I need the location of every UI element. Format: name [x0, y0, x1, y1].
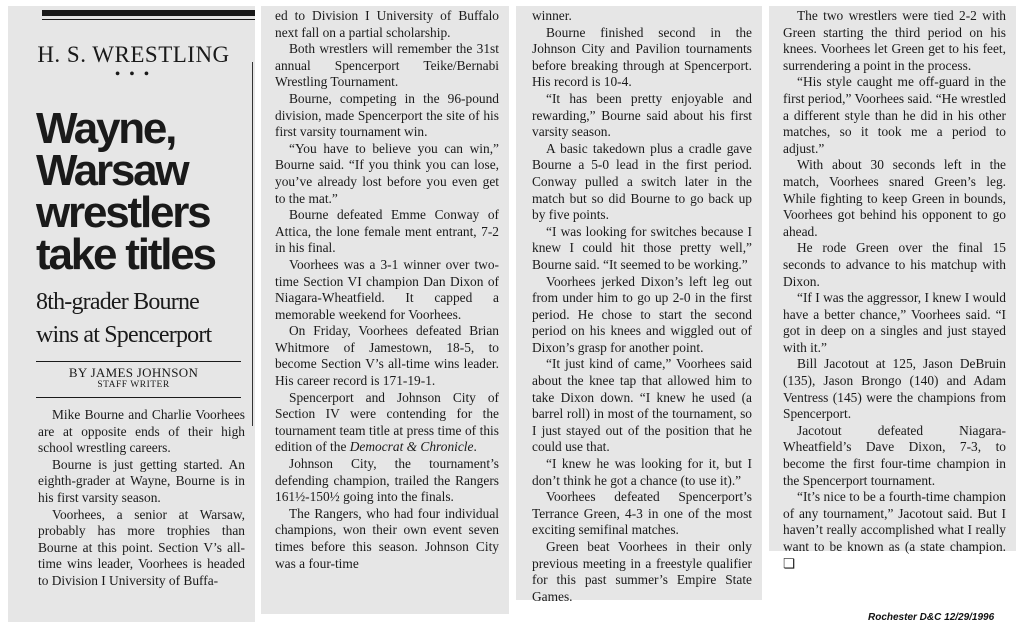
masthead-rule-thin: [42, 19, 255, 20]
paragraph: ed to Division I University of Buffalo next fall on a partial scholarship.: [275, 8, 499, 40]
column-2: [261, 6, 509, 614]
paragraph: “His style caught me off-guard in the first period,” Voorhees said. “He wrestled a different style than he did in his other matches, so it took me a period to adjust.”: [783, 74, 1006, 156]
paragraph: Spencerport and Johnson City of Section IV were contending for the tournament team title at press time of this edition of the Democrat & Chronicle.: [275, 389, 499, 455]
headline-line: Wayne,: [36, 104, 176, 153]
subheadline: [36, 286, 245, 352]
masthead-rule-thick: [42, 10, 255, 16]
paragraph: Bill Jacotout at 125, Jason DeBruin (135), Jason Brongo (140) and Adam Ventress (145) were the champions from Spencerport.: [783, 356, 1006, 422]
paragraph: On Friday, Voorhees defeated Brian Whitmore of Jamestown, 18-5, to become Section V’s all-time wins leader. His career record is 171-19-1.: [275, 323, 499, 389]
byline-rule-top: [36, 361, 241, 362]
article-body-col4: [783, 8, 1006, 572]
headline-line: take titles: [36, 230, 215, 279]
paragraph: Green beat Voorhees in their only previous meeting in a freestyle qualifier for this past summer’s Empire State Games.: [532, 539, 752, 604]
paragraph: “I knew he was looking for it, but I don’t think he got a chance (to use it).”: [532, 456, 752, 488]
paragraph: Voorhees was a 3-1 winner over two-time Section VI champion Dan Dixon of Niagara-Wheatfield. It capped a memorable weekend for Voorhees.: [275, 256, 499, 322]
article-body-col3: [532, 8, 752, 605]
paragraph: He rode Green over the final 15 seconds to advance to his matchup with Dixon.: [783, 240, 1006, 289]
paragraph: “If I was the aggressor, I knew I would have a better chance,” Voorhees said. “I got in deep on a singles and just stayed with it.”: [783, 290, 1006, 355]
paragraph: The Rangers, who had four individual champions, won their own event seven times before this season. Johnson City was a four-time: [275, 505, 499, 571]
subheadline-line: wins at Spencerport: [36, 322, 212, 348]
section-kicker: H. S. WRESTLING: [37, 42, 230, 67]
end-mark-icon: ❏: [783, 555, 796, 571]
headline: [36, 104, 245, 279]
byline-rule-bottom: [36, 397, 241, 398]
paragraph: Both wrestlers will remember the 31st annual Spencerport Teike/Bernabi Wrestling Tournament.: [275, 41, 499, 90]
kicker-dots: • • •: [115, 67, 152, 82]
paragraph: [783, 489, 1006, 572]
column-4: [769, 6, 1016, 571]
paragraph-text: Spencerport and Johnson City of Section IV were contending for the tournament team title at press time of this edition of the: [275, 389, 499, 455]
paragraph: Bourne is just getting started. An eighth-grader at Wayne, Bourne is in his first varsity season.: [38, 456, 245, 505]
column-3: [516, 6, 762, 604]
paragraph: Voorhees defeated Spencerport’s Terrance Green, 4-3 in one of the most exciting semifinal matches.: [532, 489, 752, 538]
headline-line: Warsaw: [36, 146, 188, 195]
paragraph: With about 30 seconds left in the match, Voorhees snared Green’s leg. While fighting to keep Green in bounds, Voorhees got behind his opponent to go ahead.: [783, 157, 1006, 239]
paragraph: winner.: [532, 8, 572, 23]
byline: BY JAMES JOHNSON: [68, 365, 199, 380]
paragraph: “You have to believe you can win,” Bourne said. “If you think you can lose, you’ve already lost before you even get to the mat.”: [275, 140, 499, 206]
column-1: [8, 6, 255, 622]
column-divider: [252, 62, 253, 426]
paragraph: Bourne finished second in the Johnson City and Pavilion tournaments before breaking through at Spencerport. His record is 10-4.: [532, 24, 752, 90]
paragraph: “It has been pretty enjoyable and rewarding,” Bourne said about his first varsity season.: [532, 90, 752, 140]
paragraph-text: “It’s nice to be a fourth-time champion of any tournament,” Jacotout said. But I haven’t really accomplished what I really want to be known as (a state champion.: [783, 489, 1006, 554]
source-caption: Rochester D&C 12/29/1996: [868, 612, 995, 623]
paragraph: The two wrestlers were tied 2-2 with Green starting the third period on his knees. Voorhees let Green get to his feet, surrendering a point in the process.: [783, 8, 1006, 73]
paragraph: Mike Bourne and Charlie Voorhees are at opposite ends of their high school wrestling careers.: [38, 407, 245, 456]
paragraph: Bourne, competing in the 96-pound division, made Spencerport the site of his first varsity tournament win.: [275, 90, 499, 140]
headline-line: wrestlers: [36, 188, 210, 237]
article-body-col1: [38, 407, 245, 590]
byline-title: STAFF WRITER: [97, 380, 170, 390]
paragraph: A basic takedown plus a cradle gave Bourne a 5-0 lead in the first period. Conway pulled a switch later in the match but so did Bourne to go back up by five points.: [532, 140, 752, 223]
newspaper-name: Democrat & Chronicle: [349, 439, 474, 455]
paragraph: Bourne defeated Emme Conway of Attica, the lone female ment entrant, 7-2 in his final.: [275, 207, 499, 256]
paragraph: “It just kind of came,” Voorhees said about the knee tap that allowed him to take Dixon down. “I knew he used (a barrel roll) in most of the tournament, so I just stayed out of the position that he could use that.: [532, 356, 752, 455]
paragraph: Voorhees, a senior at Warsaw, probably has more trophies than Bourne at this point. Section V’s all-time wins leader, Voorhees is headed to Division I University of Buffa-: [38, 506, 245, 588]
subheadline-line: 8th-grader Bourne: [36, 289, 200, 315]
paragraph: Johnson City, the tournament’s defending champion, trailed the Rangers 161½-150½ going into the finals.: [275, 456, 499, 505]
paragraph: “I was looking for switches because I knew I could hit those pretty well,” Bourne said. “It seemed to be working.”: [532, 223, 752, 272]
paragraph: Jacotout defeated Niagara-Wheatfield’s Dave Dixon, 7-3, to become the first four-time champion in the Spencerport tournament.: [783, 422, 1006, 488]
article-body-col2: [275, 8, 499, 572]
paragraph: Voorhees jerked Dixon’s left leg out from under him to go up 2-0 in the first period. He chose to start the second period on his knees and wiggled out of Dixon’s grasp for another point.: [532, 273, 752, 355]
